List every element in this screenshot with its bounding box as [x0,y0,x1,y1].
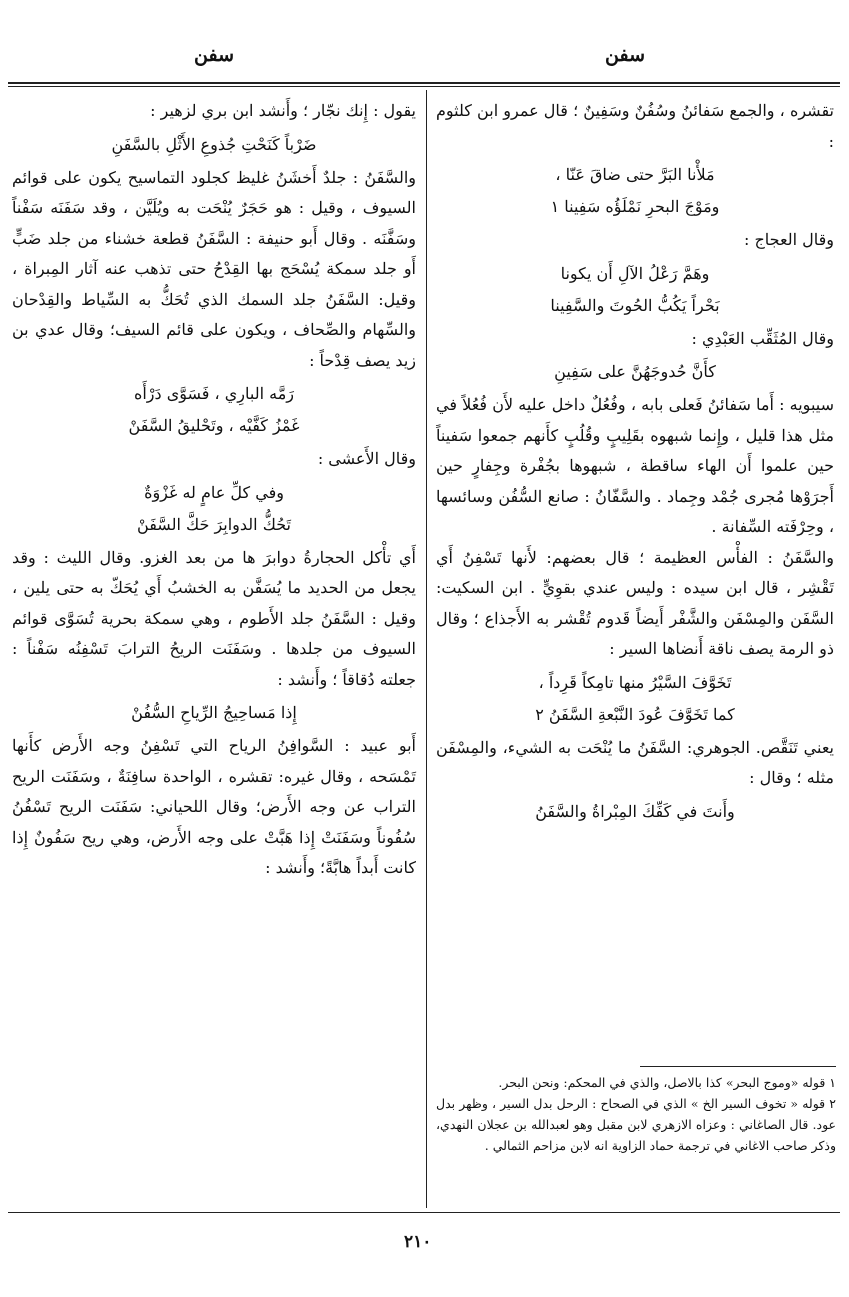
footnote-rule [640,1066,836,1067]
paragraph: وقال الأَعشى : [317,449,416,468]
header-rule-thin [8,86,840,87]
paragraph: والسَّفَنُ : جلدٌ أَخشَنُ غليظ كجلود التماسيح يكون على قوائم السيوف ، وقيل : هو حَجَرٌ يُنْحَت به ويُلَيَّن ، وقد سَفَنَه سَفْناً وسَفَّنَه . وقال أَبو حنيفة : السَّفَنُ قطعة خشناء من جلد ضَبٍّ أَو جلد سمكة يُسْحَج بها القِدْحُ حتى تذهب عنه آثار المِبراة ، وقيل: السَّفَنُ جلد السمك الذي تُحَكُّ به السِّياط والقِدْحان والسِّهام والصِّحاف ، ويكون على قائم السيف؛ وقال عدي بن زيد يصف قِدْحاً : [12,167,416,370]
footnotes [436,1072,836,1156]
verse [436,159,834,223]
footnote: ٢ قوله « تخوف السير الخ » الذي في الصحاح : الرحل بدل السير ، وظهر بدل عود. قال الصاغاني : وعزاه الازهري لابن مقبل وهو لعبدالله بن عجلان النهدي، وذكر صاحب الاغاني في ترجمة حماد الزاوية انه لابن مزاحم الثمالي . [436,1096,836,1153]
paragraph: وقال العجاج : [743,230,834,249]
page-number: ٢١٠ [404,1232,432,1252]
verse-line: كأَنَّ حُدوجَهُنَّ على سَفِينِ [554,362,716,381]
footnote: ١ قوله «وموج البحر» كذا بالاصل، والذي في المحكم: ونحن البحر. [498,1075,836,1090]
header-rule [8,82,840,84]
paragraph: وقال المُثَقِّب العَبْدِي : [691,328,834,348]
verse-line: مَلأْنا البَرَّ حتى ضاقَ عَنّا ، [555,165,715,184]
running-head-left: سفن [194,44,234,66]
paragraph: يقول : إِنك نجّار ؛ وأَنشد ابن بري لزهير : [150,101,416,120]
running-head-right: سفن [605,44,645,66]
verse-line: رَمَّه البارِي ، فَسَوَّى دَرْأَه [133,384,295,403]
verse-line: وفي كلِّ عامٍ له غَزْوَةٌ [144,482,284,502]
verse [436,796,834,828]
paragraph: أَي تأْكل الحجارةُ دوابرَ ها من بعد الغزو. وقال الليث : وقد يجعل من الحديد ما يُسَفَّن به الخشبُ أَي يُحَكّ به حتى يلين ، وقيل : السَّفَنُ جلد الأَطوم ، وهي سمكة بحرية تُسَوَّى قوائم السيوف من جلدها . وسَفَنَت الريحُ الترابَ تَسْفِنُه سَفْناً : جعلته دُقاقاً ؛ وأَنشد : [12,547,416,689]
verse [12,129,416,161]
right-column [436,96,834,830]
paragraph: والسَّفَنُ : الفأْس العظيمة ؛ قال بعضهم: لأَنها تَسْفِنُ أَي تَقْشِر ، قال ابن سيده : وليس عندي بقوِيٍّ . ابن السكيت: السَّفَن والمِسْفَن والشَّفْر أَيضاً قَدوم تُقْشر به الأَجذاع ؛ وقال ذو الرمة يصف ناقة أَنضاها السير : [436,547,835,658]
column-divider [426,90,427,1208]
verse-line: تَحُكُّ الدوابِرَ حَكَّ السَّفَنْ [137,514,291,534]
verse [12,697,416,729]
verse-line: كما تَخَوَّفَ عُودَ النَّبْعةِ السَّفَنُ ٢ [535,704,735,724]
verse [436,356,834,388]
verse-line: إِذا مَساحِيجُ الرِّياحِ السُّفُنْ [131,703,297,722]
verse [12,378,416,442]
verse-line: وهَمَّ رَعْلُ الآلِ أَن يكونا [560,263,710,283]
verse-line: تَخَوَّفَ السَّيْرُ منها تامِكاً قَرِداً ، [538,672,732,692]
paragraph: يعني تَنَقَّص. الجوهري: السَّفَنُ ما يُنْحَت به الشيء، والمِسْفَن مثله ؛ وقال : [436,737,834,787]
left-column [12,96,416,884]
verse-line: ضَرْباً كَنَحْتِ جُذوعِ الأَثْلِ بالسَّفَنِ [111,134,317,154]
verse-line: ومَوْجَ البحرِ نَمْلَؤُه سَفِينا ١ [550,197,720,216]
verse-line: غَمْزُ كَفَّيْه ، وتَحْليقُ السَّفَنْ [128,416,300,435]
paragraph: سيبويه : أَما سَفائنُ فَعلى بابه ، وفُعُلٌ داخل عليه لأَن فُعُلاً في مثل هذا قليل ، وإِنما شبهوه بقَلِيبٍ وقُلُبٍ كأَنهم جمعوا سَفيناً حين علموا أَن الهاء ساقطة ، شبهوها بجُفْرة وجِفارٍ حين أَجرَوْها مُجرى جُمْد وجِماد . والسَّفّانُ : صانع السُّفُن وسائسها ، وحِرْفَته السِّفانة . [436,395,834,536]
verse [12,477,416,541]
verse [436,667,834,731]
verse-line: وأَنتَ في كَفِّكَ المِبْراةُ والسَّفَنُ [535,801,735,821]
paragraph: تقشره ، والجمع سَفائنُ وسُفُنٌ وسَفِينٌ ؛ قال عمرو ابن كلثوم : [436,101,834,151]
paragraph: أَبو عبيد : السَّوافِنُ الرياح التي تَسْفِنُ وجه الأَرض كأَنها تَمْسَحه ، وقال غيره: تقشره ، الواحدة سافِنَةٌ ، وسَفَنَت الريح التراب عن وجه الأَرض؛ وقال اللحياني: سَفَنَت الريح تَسْفُنُ سُفُوناً وسَفَنَتْ إِذا هَبَّتْ على وجه الأَرض، وهي ريح سَفُونٌ إِذا كانت أَبداً هابَّةً؛ وأَنشد : [12,736,416,877]
verse-line: بَحْراً يَكُبُّ الحُوتَ والسَّفِينا [550,295,720,315]
verse [436,258,834,322]
bottom-rule [8,1212,840,1213]
